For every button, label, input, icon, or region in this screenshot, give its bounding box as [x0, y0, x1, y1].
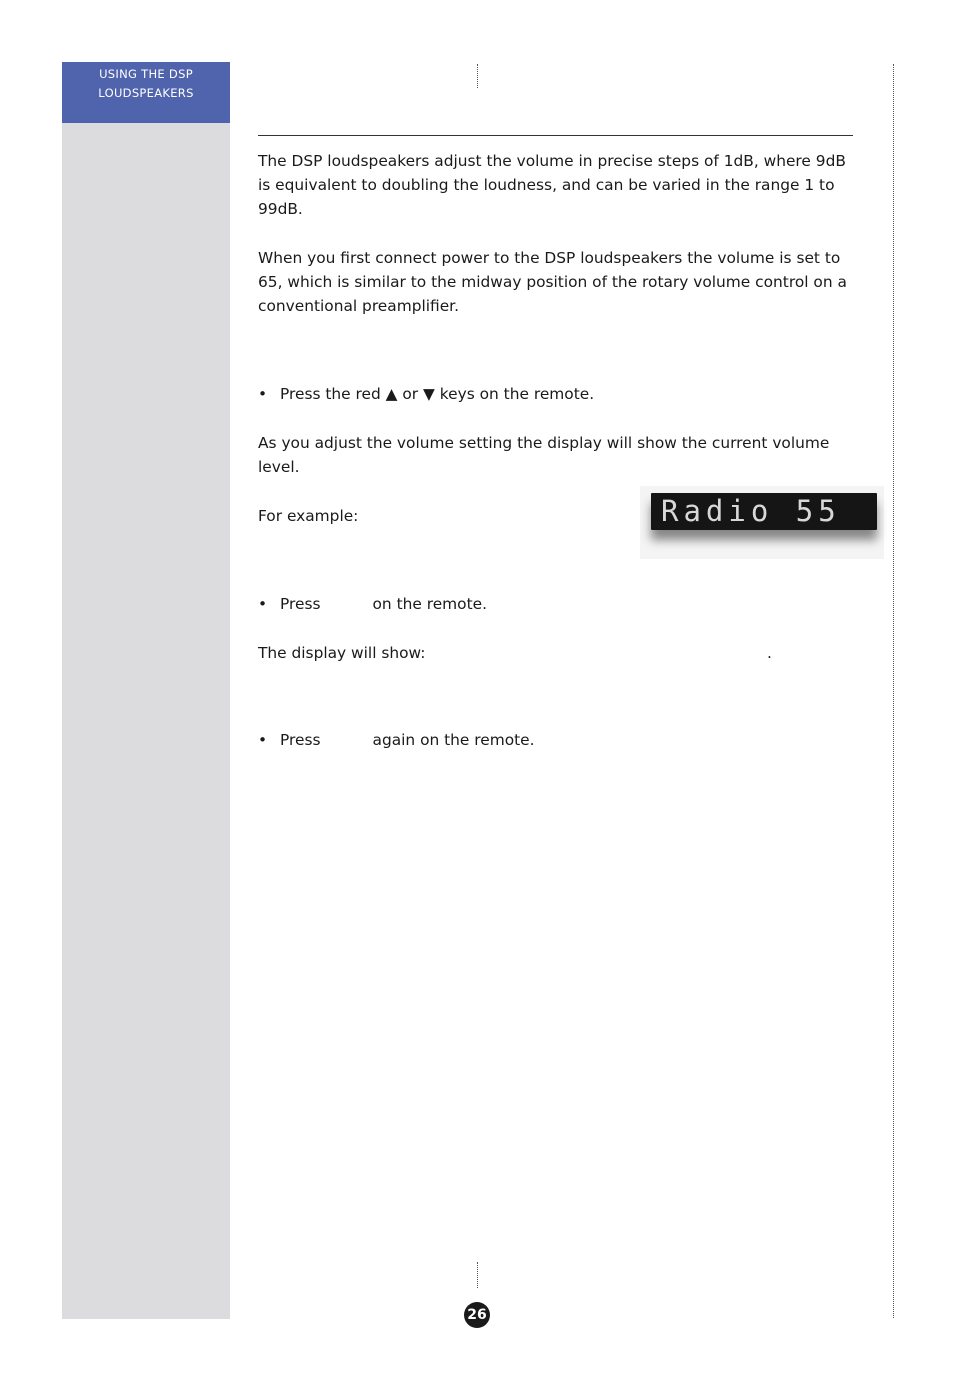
bullet-text	[280, 728, 535, 752]
top-dotted-divider	[477, 64, 478, 88]
sidebar-panel	[62, 62, 230, 1319]
bottom-dotted-divider	[477, 1262, 478, 1288]
lcd-screen	[651, 493, 877, 530]
section-tab-line1: USING THE DSP	[99, 67, 193, 81]
section-tab	[62, 62, 230, 123]
bullet-text: Press the red ▲ or ▼ keys on the remote.	[280, 385, 595, 403]
section-tab-line2: LOUDSPEAKERS	[98, 86, 194, 100]
bullet-dot: •	[258, 385, 268, 403]
lcd-display-image	[640, 486, 884, 559]
lcd-text: Radio 55	[661, 494, 841, 528]
paragraph-volume-steps: The DSP loudspeakers adjust the volume in precise steps of 1dB, where 9dB is equivalent to doubling the loudness, and can be varied in the range 1 to 99dB.	[258, 152, 846, 218]
press-word: Press	[280, 731, 321, 749]
display-period: .	[767, 644, 772, 662]
bullet-text	[280, 592, 487, 616]
header-rule	[258, 135, 853, 136]
press-again-rest: again on the remote.	[372, 731, 535, 749]
bullet-dot: •	[258, 595, 268, 613]
right-dotted-border	[893, 64, 894, 1318]
display-will-show-label: The display will show:	[258, 644, 426, 662]
press-word: Press	[280, 595, 321, 613]
bullet-dot: •	[258, 731, 268, 749]
for-example-label: For example:	[258, 507, 359, 525]
press-rest: on the remote.	[372, 595, 487, 613]
page-number-badge: 26	[464, 1302, 490, 1328]
paragraph-volume-display: As you adjust the volume setting the display will show the current volume level.	[258, 434, 830, 476]
paragraph-initial-volume: When you first connect power to the DSP loudspeakers the volume is set to 65, which is similar to the midway position of the rotary volume control on a conventional preamplifier.	[258, 249, 847, 315]
